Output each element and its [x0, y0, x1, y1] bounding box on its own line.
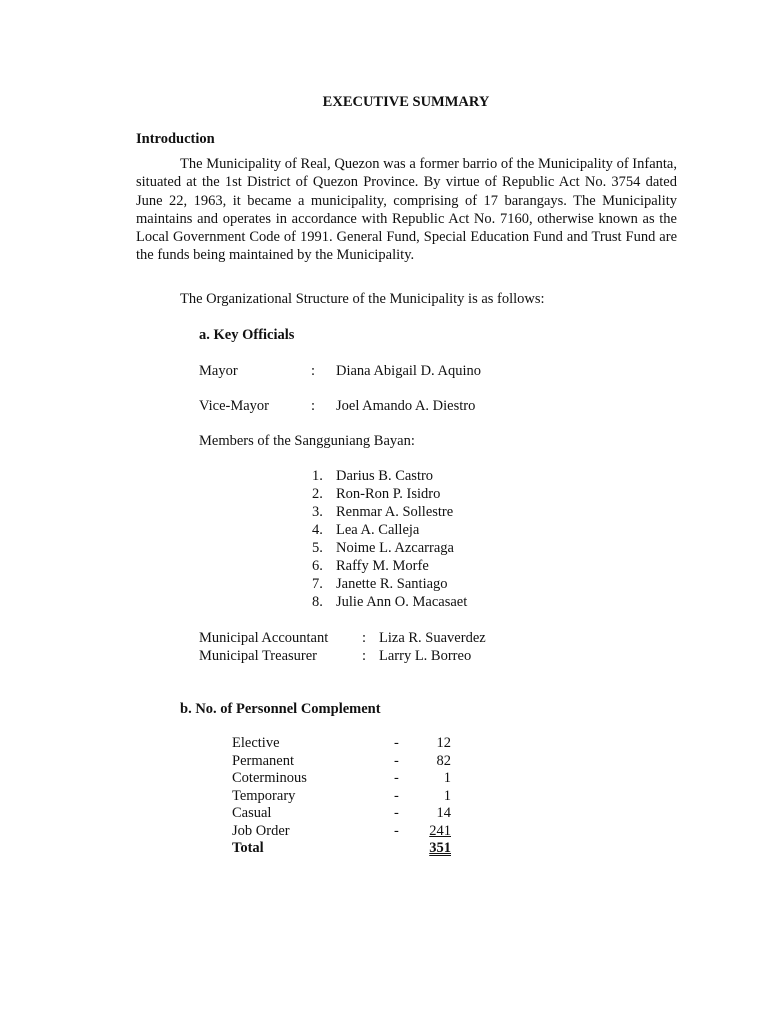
- list-item-number: 2.: [312, 486, 323, 502]
- total-value: 351: [429, 840, 451, 856]
- document-title: EXECUTIVE SUMMARY: [322, 94, 490, 110]
- list-item-number: 5.: [312, 540, 323, 556]
- accountant-separator: :: [362, 630, 367, 646]
- table-row: [232, 823, 462, 841]
- list-item: [312, 593, 467, 611]
- list-item-name: Renmar A. Sollestre: [336, 504, 454, 520]
- list-item: [312, 467, 467, 485]
- list-item-name: Ron-Ron P. Isidro: [336, 486, 441, 502]
- treasurer-label: Municipal Treasurer: [199, 648, 317, 664]
- list-item: [312, 575, 467, 593]
- row-dash: -: [394, 787, 399, 804]
- sb-members-heading: Members of the Sangguniang Bayan:: [199, 433, 415, 449]
- total-label: Total: [232, 840, 264, 856]
- list-item-name: Noime L. Azcarraga: [336, 540, 454, 556]
- personnel-heading: b. No. of Personnel Complement: [180, 701, 381, 717]
- row-value: 14: [436, 805, 451, 821]
- list-item-name: Raffy M. Morfe: [336, 558, 429, 574]
- org-structure-intro: The Organizational Structure of the Municipality is as follows:: [180, 291, 545, 307]
- treasurer-separator: :: [362, 648, 367, 664]
- row-label: Coterminous: [232, 770, 307, 786]
- row-value: 241: [429, 822, 451, 839]
- accountant-label: Municipal Accountant: [199, 630, 329, 646]
- list-item-number: 7.: [312, 576, 323, 592]
- table-row: [232, 735, 462, 753]
- personnel-table: [232, 735, 462, 858]
- table-row: [232, 788, 462, 806]
- list-item-name: Julie Ann O. Macasaet: [336, 594, 468, 610]
- table-total-row: [232, 840, 462, 858]
- row-dash: -: [394, 770, 399, 786]
- list-item: [312, 521, 467, 539]
- list-item: [312, 503, 467, 521]
- vice-mayor-name: Joel Amando A. Diestro: [336, 398, 476, 414]
- row-value: 1: [443, 770, 451, 786]
- row-label: Elective: [232, 735, 280, 751]
- list-item-name: Janette R. Santiago: [336, 576, 448, 592]
- row-dash: -: [394, 822, 399, 839]
- table-row: [232, 805, 462, 823]
- introduction-paragraph: The Municipality of Real, Quezon was a former barrio of the Municipality of Infanta, situated at the 1st District of Quezon Province. By virtue of Republic Act No. 3754 dated June 22, 1963, it became a municipality, comprising of 17 barangays. The Municipality maintains and operates in accordance with Republic Act No. 7160, otherwise known as the Local Government Code of 1991. General Fund, Special Education Fund and Trust Fund are the funds being maintained by the Municipality.: [136, 156, 677, 264]
- list-item: [312, 557, 467, 575]
- treasurer-name: Larry L. Borreo: [379, 648, 472, 664]
- vice-mayor-separator: :: [311, 398, 316, 414]
- list-item: [312, 485, 467, 503]
- list-item-number: 4.: [312, 522, 323, 538]
- row-label: Temporary: [232, 787, 296, 804]
- list-item-name: Darius B. Castro: [336, 468, 434, 484]
- key-officials-heading: a. Key Officials: [199, 327, 295, 343]
- mayor-label: Mayor: [199, 363, 238, 379]
- row-value: 82: [436, 752, 451, 769]
- row-dash: -: [394, 805, 399, 821]
- row-dash: -: [394, 735, 399, 751]
- list-item: [312, 539, 467, 557]
- row-value: 12: [436, 735, 451, 751]
- mayor-name: Diana Abigail D. Aquino: [336, 363, 481, 379]
- mayor-separator: :: [311, 363, 316, 379]
- row-label: Casual: [232, 805, 272, 821]
- list-item-number: 3.: [312, 504, 323, 520]
- vice-mayor-label: Vice-Mayor: [199, 398, 269, 414]
- list-item-number: 8.: [312, 594, 323, 610]
- row-value: 1: [443, 787, 451, 804]
- introduction-heading: Introduction: [136, 131, 215, 147]
- list-item-number: 6.: [312, 558, 323, 574]
- row-label: Permanent: [232, 752, 295, 769]
- list-item-number: 1.: [312, 468, 323, 484]
- table-row: [232, 753, 462, 771]
- table-row: [232, 770, 462, 788]
- sb-members-list: [312, 467, 467, 611]
- accountant-name: Liza R. Suaverdez: [379, 630, 486, 646]
- list-item-name: Lea A. Calleja: [336, 522, 420, 538]
- row-label: Job Order: [232, 822, 290, 839]
- row-dash: -: [394, 752, 399, 769]
